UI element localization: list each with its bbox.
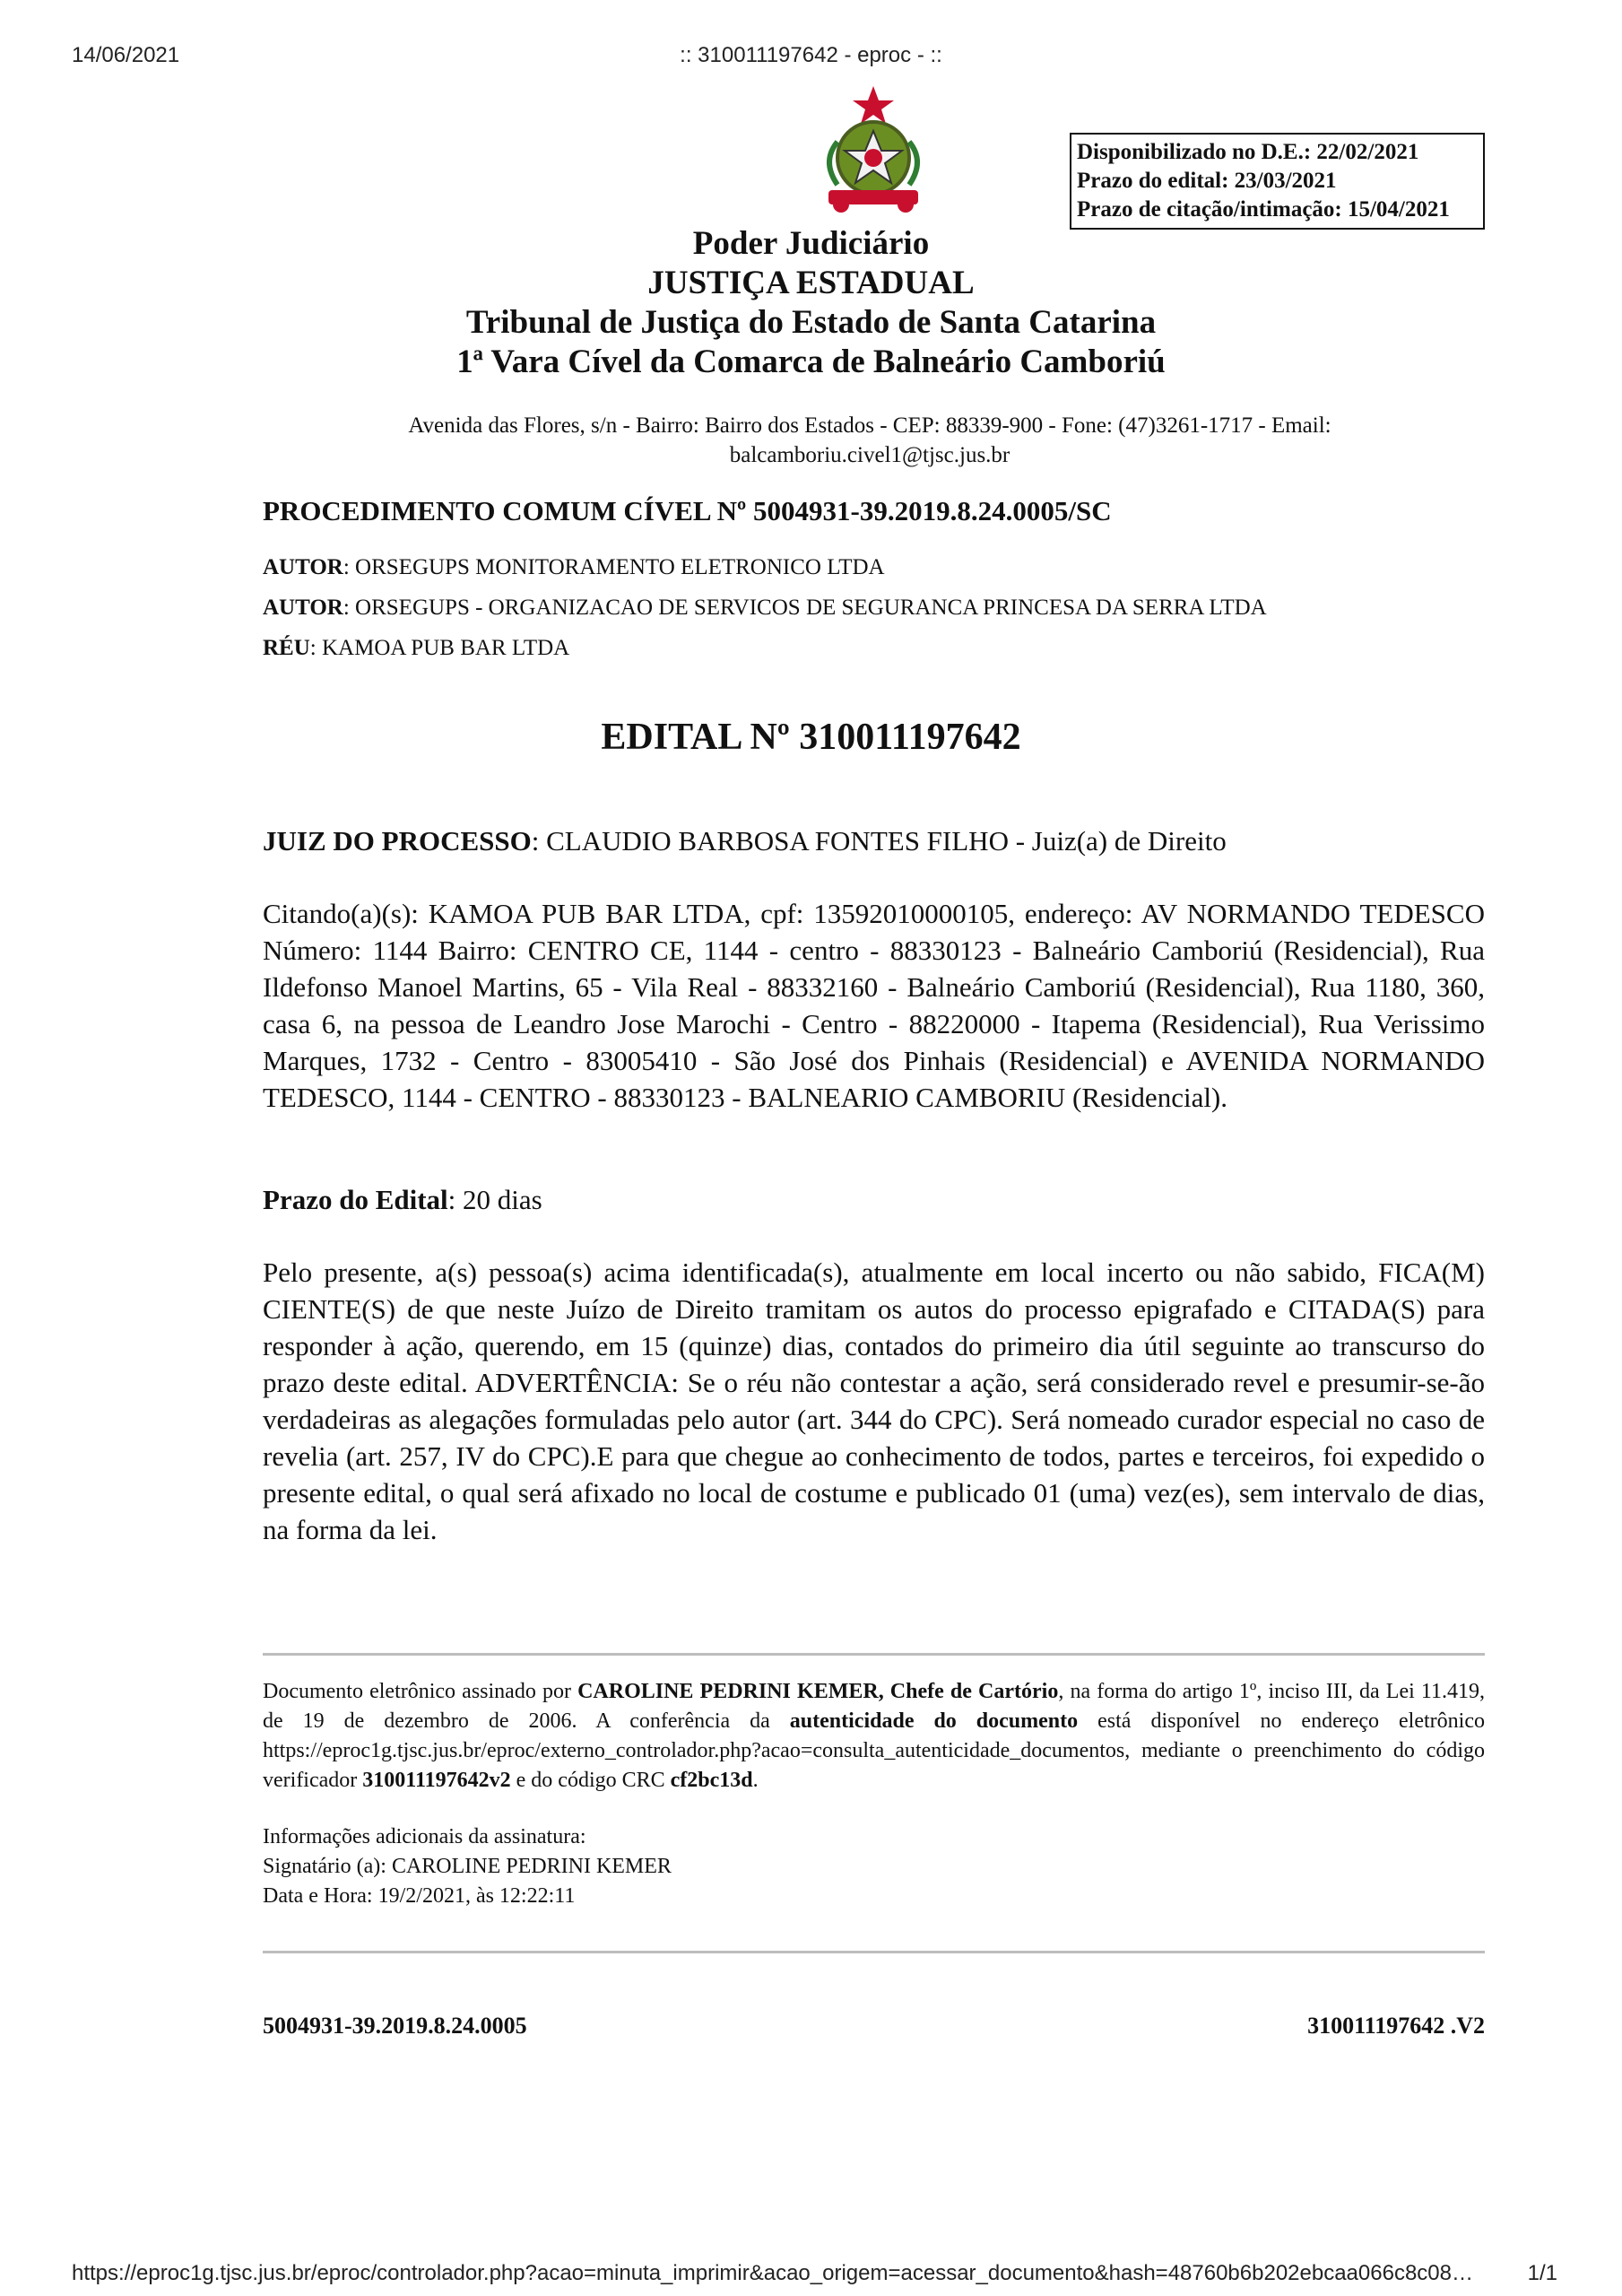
parties-list: [263, 547, 1485, 668]
party-role: AUTOR: [263, 555, 343, 579]
party-name: : KAMOA PUB BAR LTDA: [309, 636, 570, 660]
court-address: [359, 411, 1381, 470]
verification-code: 310011197642v2: [362, 1769, 511, 1792]
court-header-line: Poder Judiciário: [692, 225, 930, 262]
party-line: [263, 547, 1485, 587]
party-name: : ORSEGUPS - ORGANIZACAO DE SERVICOS DE SEGURANCA PRINCESA DA SERRA LTDA: [343, 596, 1267, 620]
address-email: balcamboriu.civel1@tjsc.jus.br: [729, 443, 1010, 467]
judge-name: : CLAUDIO BARBOSA FONTES FILHO - Juiz(a) de Direito: [531, 825, 1227, 857]
citation-paragraph: Citando(a)(s): KAMOA PUB BAR LTDA, cpf: 13592010000105, endereço: AV NORMANDO TEDESCO Número: 1144 Bairro: CENTRO CE, 1144 - centro - 88330123 - Balneário Camboriú (Residencial), Rua Ildefonso Manoel Martins, 65 - Vila Real - 88332160 - Balneário Camboriú (Residencial), Rua 1180, 360, casa 6, na pessoa de Leandro Jose Marochi - Centro - 88220000 - Itapema (Residencial), Rua Verissimo Marques, 1732 - Centro - 83005410 - São José dos Pinhais (Residencial) e AVENIDA NORMANDO TEDESCO, 1144 - CENTRO - 88330123 - BALNEARIO CAMBORIU (Residencial).: [263, 898, 1485, 1113]
publication-dates-box: [1070, 133, 1485, 230]
court-header: [0, 224, 1622, 382]
court-header-line: Tribunal de Justiça do Estado de Santa Catarina: [465, 304, 1157, 341]
footer-process-number: 5004931-39.2019.8.24.0005: [263, 2013, 527, 2039]
court-header-line: 1ª Vara Cível da Comarca de Balneário Camboriú: [456, 344, 1166, 380]
party-role: RÉU: [263, 636, 310, 660]
print-page-title: :: 310011197642 - eproc - ::: [680, 43, 942, 67]
divider: [263, 1951, 1485, 1953]
signer-name: CAROLINE PEDRINI KEMER, Chefe de Cartório: [577, 1680, 1059, 1703]
authenticity-label: autenticidade do documento: [789, 1709, 1079, 1733]
signature-info: [263, 1822, 1485, 1911]
signature-text: , na forma do artigo 1º, inciso III, da Lei 11.419, de 19 de dezembro de 2006. A conferência da: [263, 1680, 1486, 1733]
crc-code: cf2bc13d: [670, 1769, 753, 1792]
electronic-signature-paragraph: [263, 1677, 1485, 1796]
signature-text: e do código CRC: [510, 1769, 671, 1792]
party-line: [263, 628, 1485, 668]
edital-term-line: [263, 1184, 1485, 1216]
judge-line: [263, 825, 1485, 857]
signature-text: está disponível no endereço eletrônico https://eproc1g.tjsc.jus.br/eproc/externo_controlador.php?acao=consulta_autenticidade_documentos, mediante o preenchimento do código verificador: [263, 1709, 1485, 1792]
citation-deadline: Prazo de citação/intimação: 15/04/2021: [1077, 197, 1450, 222]
signature-info-line: Data e Hora: 19/2/2021, às 12:22:11: [263, 1884, 576, 1908]
judge-label: JUIZ DO PROCESSO: [263, 825, 532, 857]
edital-deadline: Prazo do edital: 23/03/2021: [1077, 169, 1337, 193]
page-number: 1/1: [1527, 2261, 1557, 2285]
court-header-line: JUSTIÇA ESTADUAL: [647, 265, 975, 301]
signature-text: .: [752, 1769, 759, 1792]
edital-term-label: Prazo do Edital: [263, 1184, 448, 1215]
signature-info-line: Informações adicionais da assinatura:: [263, 1825, 586, 1848]
divider: [263, 1653, 1485, 1656]
signature-text: Documento eletrônico assinado por: [263, 1680, 578, 1703]
edital-term-value: : 20 dias: [447, 1184, 542, 1215]
party-line: [263, 587, 1485, 628]
address-line: Avenida das Flores, s/n - Bairro: Bairro dos Estados - CEP: 88339-900 - Fone: (47)3261-1717 - Email:: [408, 413, 1331, 438]
edital-body-paragraph: Pelo presente, a(s) pessoa(s) acima identificada(s), atualmente em local incerto ou não sabido, FICA(M) CIENTE(S) de que neste Juízo de Direito tramitam os autos do processo epigrafado e CITADA(S) para responder à ação, querendo, em 15 (quinze) dias, contados do primeiro dia útil seguinte ao transcurso do prazo deste edital. ADVERTÊNCIA: Se o réu não contestar a ação, será considerado revel e presumir-se-ão verdadeiras as alegações formuladas pelo autor (art. 344 do CPC). Será nomeado curador especial no caso de revelia (art. 257, IV do CPC).E para que chegue ao conhecimento de todos, partes e terceiros, foi expedido o presente edital, o qual será afixado no local de costume e publicado 01 (uma) vez(es), sem intervalo de dias, na forma da lei.: [263, 1257, 1485, 1545]
edital-title: EDITAL Nº 310011197642: [601, 717, 1021, 758]
publication-date: Disponibilizado no D.E.: 22/02/2021: [1077, 140, 1419, 164]
print-date: 14/06/2021: [72, 43, 180, 67]
state-coat-of-arms-icon: [802, 79, 945, 222]
party-role: AUTOR: [263, 596, 343, 620]
print-url: https://eproc1g.tjsc.jus.br/eproc/controlador.php?acao=minuta_imprimir&acao_origem=acessar_documento&hash=48760b6b202ebcaa066c8c08…: [72, 2261, 1473, 2285]
footer-document-version: 310011197642 .V2: [1307, 2013, 1485, 2039]
procedure-number: PROCEDIMENTO COMUM CÍVEL Nº 5004931-39.2019.8.24.0005/SC: [263, 495, 1112, 526]
party-name: : ORSEGUPS MONITORAMENTO ELETRONICO LTDA: [343, 555, 885, 579]
signature-info-line: Signatário (a): CAROLINE PEDRINI KEMER: [263, 1855, 672, 1878]
